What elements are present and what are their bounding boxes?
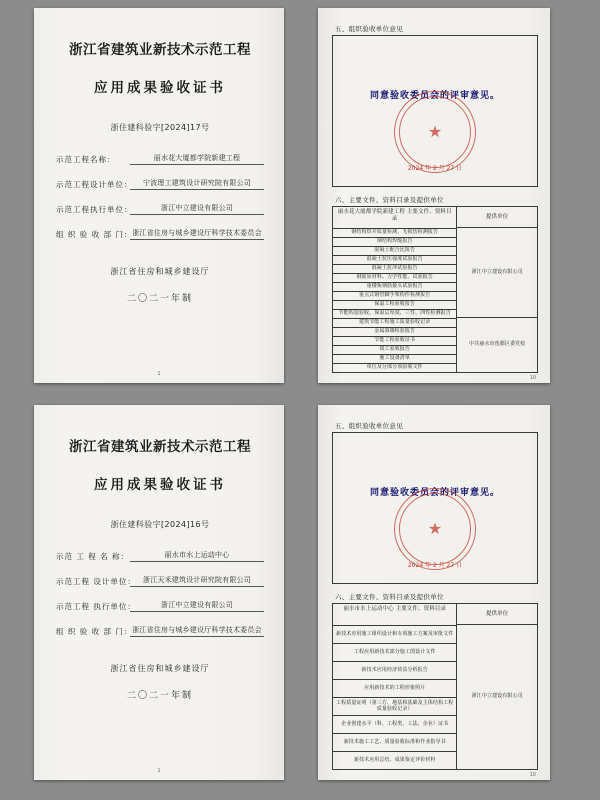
field-value: 宁波理工建筑设计研究院有限公司 (130, 178, 264, 190)
table-row: 单位及分部分项验收文件 (333, 364, 456, 373)
table-row: 钢筋原材料、力学性能、试验报告 (333, 274, 456, 283)
table-row: 混凝土配合比报告 (333, 247, 456, 256)
opinion-box (332, 35, 538, 187)
page-number: 1 (157, 768, 161, 774)
field-value: 浙江天禾建筑设计研究院有限公司 (130, 575, 264, 587)
field-row (56, 550, 264, 562)
table-row: 节能构造验收、保温层厚度、三性、四性检测报告 (333, 310, 456, 319)
certificate-page-2 (34, 405, 284, 780)
table-row: 施工设备清单 (333, 355, 456, 364)
table-row: 建筑节能工程施工质量验收记录 (333, 319, 456, 328)
field-row (56, 228, 264, 240)
page-title: 浙江省建筑业新技术示范工程 (69, 42, 251, 58)
table-row: 新技术应用经济效益分析报告 (333, 662, 456, 680)
page-number: 10 (529, 375, 536, 381)
opinion-text: 同意验收委员会的评审意见。 (369, 487, 500, 498)
certificate-content-2 (56, 435, 264, 758)
table-row: 竣工验收报告 (333, 346, 456, 355)
column-header-documents: 丽水市水上运动中心 主要文件、资料目录 (333, 604, 456, 626)
page-title: 浙江省建筑业新技术示范工程 (69, 439, 251, 455)
table-row: 新技术应用施工组织设计和专项施工方案及审批文件 (333, 626, 456, 644)
table-page-2 (318, 405, 550, 780)
page-number: 10 (529, 772, 536, 778)
field-value: 浙江中立建设有限公司 (130, 203, 264, 215)
table-column-provider (457, 604, 537, 770)
field-label: 示范工程名称： (56, 155, 116, 164)
section5-title: 五、组织验收单位意见 (335, 422, 403, 430)
field-row (56, 203, 264, 215)
seal-date: 2024 年 2 月 27 日 (407, 165, 463, 172)
issue-year: 二〇二一年制 (126, 294, 193, 304)
table-row: 混凝土抗压强度试验报告 (333, 256, 456, 265)
table-row: 混凝土抗冲试验报告 (333, 265, 456, 274)
table-row: 钢结构焊缝报告 (333, 238, 456, 247)
field-row (56, 178, 264, 190)
table-row: 新技术施工工艺、质量验收标准和作业指导书 (333, 734, 456, 752)
table-row: 工程应用新技术部分施工图设计文件 (333, 644, 456, 662)
certificate-content-1 (56, 38, 264, 361)
certificate-fields (56, 153, 264, 240)
section6-title: 六、主要文件、资料目录及提供单位 (335, 593, 444, 601)
field-row (56, 600, 264, 612)
provider-cell: 中共丽水市莲都区委党校 (457, 318, 537, 373)
table-row: 应用新技术的工程形象照片 (333, 680, 456, 698)
field-value: 丽水市水上运动中心 (130, 550, 264, 562)
seal-star-icon: ★ (427, 519, 443, 539)
table-row: 重点式钢管脚手架构件检测报告 (333, 292, 456, 301)
table-row: 节能工程验收证书 (333, 337, 456, 346)
table-row: 企业创建水平（科、工程类、工法、企业）证书 (333, 716, 456, 734)
field-value: 浙江省住房与城乡建设厅科学技术委员会 (130, 625, 264, 637)
field-label: 示范工程设计单位： (56, 180, 133, 189)
field-value: 丽水花大厦都学院新建工程 (130, 153, 264, 165)
issuer-name: 浙江省住房和城乡建设厅 (110, 664, 210, 673)
documents-table (332, 206, 538, 373)
field-label: 组 织 验 收 部 门： (56, 627, 133, 636)
table-column-documents (333, 604, 457, 770)
issue-year: 二〇二一年制 (126, 691, 193, 701)
field-label: 组 织 验 收 部 门： (56, 230, 133, 239)
opinion-box (332, 432, 538, 584)
table-content-2 (332, 419, 538, 770)
provider-cell: 浙江中立建设有限公司 (457, 625, 537, 770)
table-row: 保温工程验收报告 (333, 301, 456, 310)
field-label: 示范工程 执行单位： (56, 602, 136, 611)
seal-date: 2024 年 2 月 27 日 (407, 562, 463, 569)
table-content-1 (332, 22, 538, 373)
certificate-fields (56, 550, 264, 637)
column-header-provider: 提供单位 (457, 207, 537, 228)
field-label: 示范工程 设计单位： (56, 577, 136, 586)
field-row (56, 153, 264, 165)
table-page-1 (318, 8, 550, 383)
official-seal-icon (394, 488, 476, 570)
column-header-documents: 丽水花大厦都学院新建工程 主要文件、资料目录 (333, 207, 456, 229)
seal-star-icon: ★ (427, 122, 443, 142)
field-row (56, 575, 264, 587)
official-seal-icon (394, 91, 476, 173)
field-value: 浙江省住房与城乡建设厅科学技术委员会 (130, 228, 264, 240)
table-row: 工程质量证明（第三方、地基和基础及主体结构工程质量验收记录） (333, 698, 456, 716)
section5-title: 五、组织验收单位意见 (335, 25, 403, 33)
issuer-name: 浙江省住房和城乡建设厅 (110, 267, 210, 276)
table-row: 重楼板钢筋接头试验报告 (333, 283, 456, 292)
provider-cell: 浙江中立建设有限公司 (457, 228, 537, 318)
table-row: 金属幕墙检验报告 (333, 328, 456, 337)
column-header-provider: 提供单位 (457, 604, 537, 625)
certificate-page-1 (34, 8, 284, 383)
table-row: 钢结构焊并质量检测，无损伤检测报告 (333, 229, 456, 238)
section6-title: 六、主要文件、资料目录及提供单位 (335, 196, 444, 204)
page-subtitle: 应用成果验收证书 (94, 80, 226, 96)
documents-table (332, 603, 538, 770)
table-row: 新技术应用总结、成果鉴定评价材料 (333, 752, 456, 770)
certificate-number: 浙住建科验字[2024]16号 (110, 520, 210, 529)
field-label: 示范工程执行单位： (56, 205, 133, 214)
field-value: 浙江中立建设有限公司 (130, 600, 264, 612)
certificate-number: 浙住建科验字[2024]17号 (110, 123, 210, 132)
page-number: 1 (157, 371, 161, 377)
opinion-text: 同意验收委员会的评审意见。 (369, 90, 500, 101)
table-column-provider (457, 207, 537, 373)
page-subtitle: 应用成果验收证书 (94, 477, 226, 493)
table-column-documents (333, 207, 457, 373)
field-label: 示范 工 程 名 称： (56, 552, 130, 561)
field-row (56, 625, 264, 637)
